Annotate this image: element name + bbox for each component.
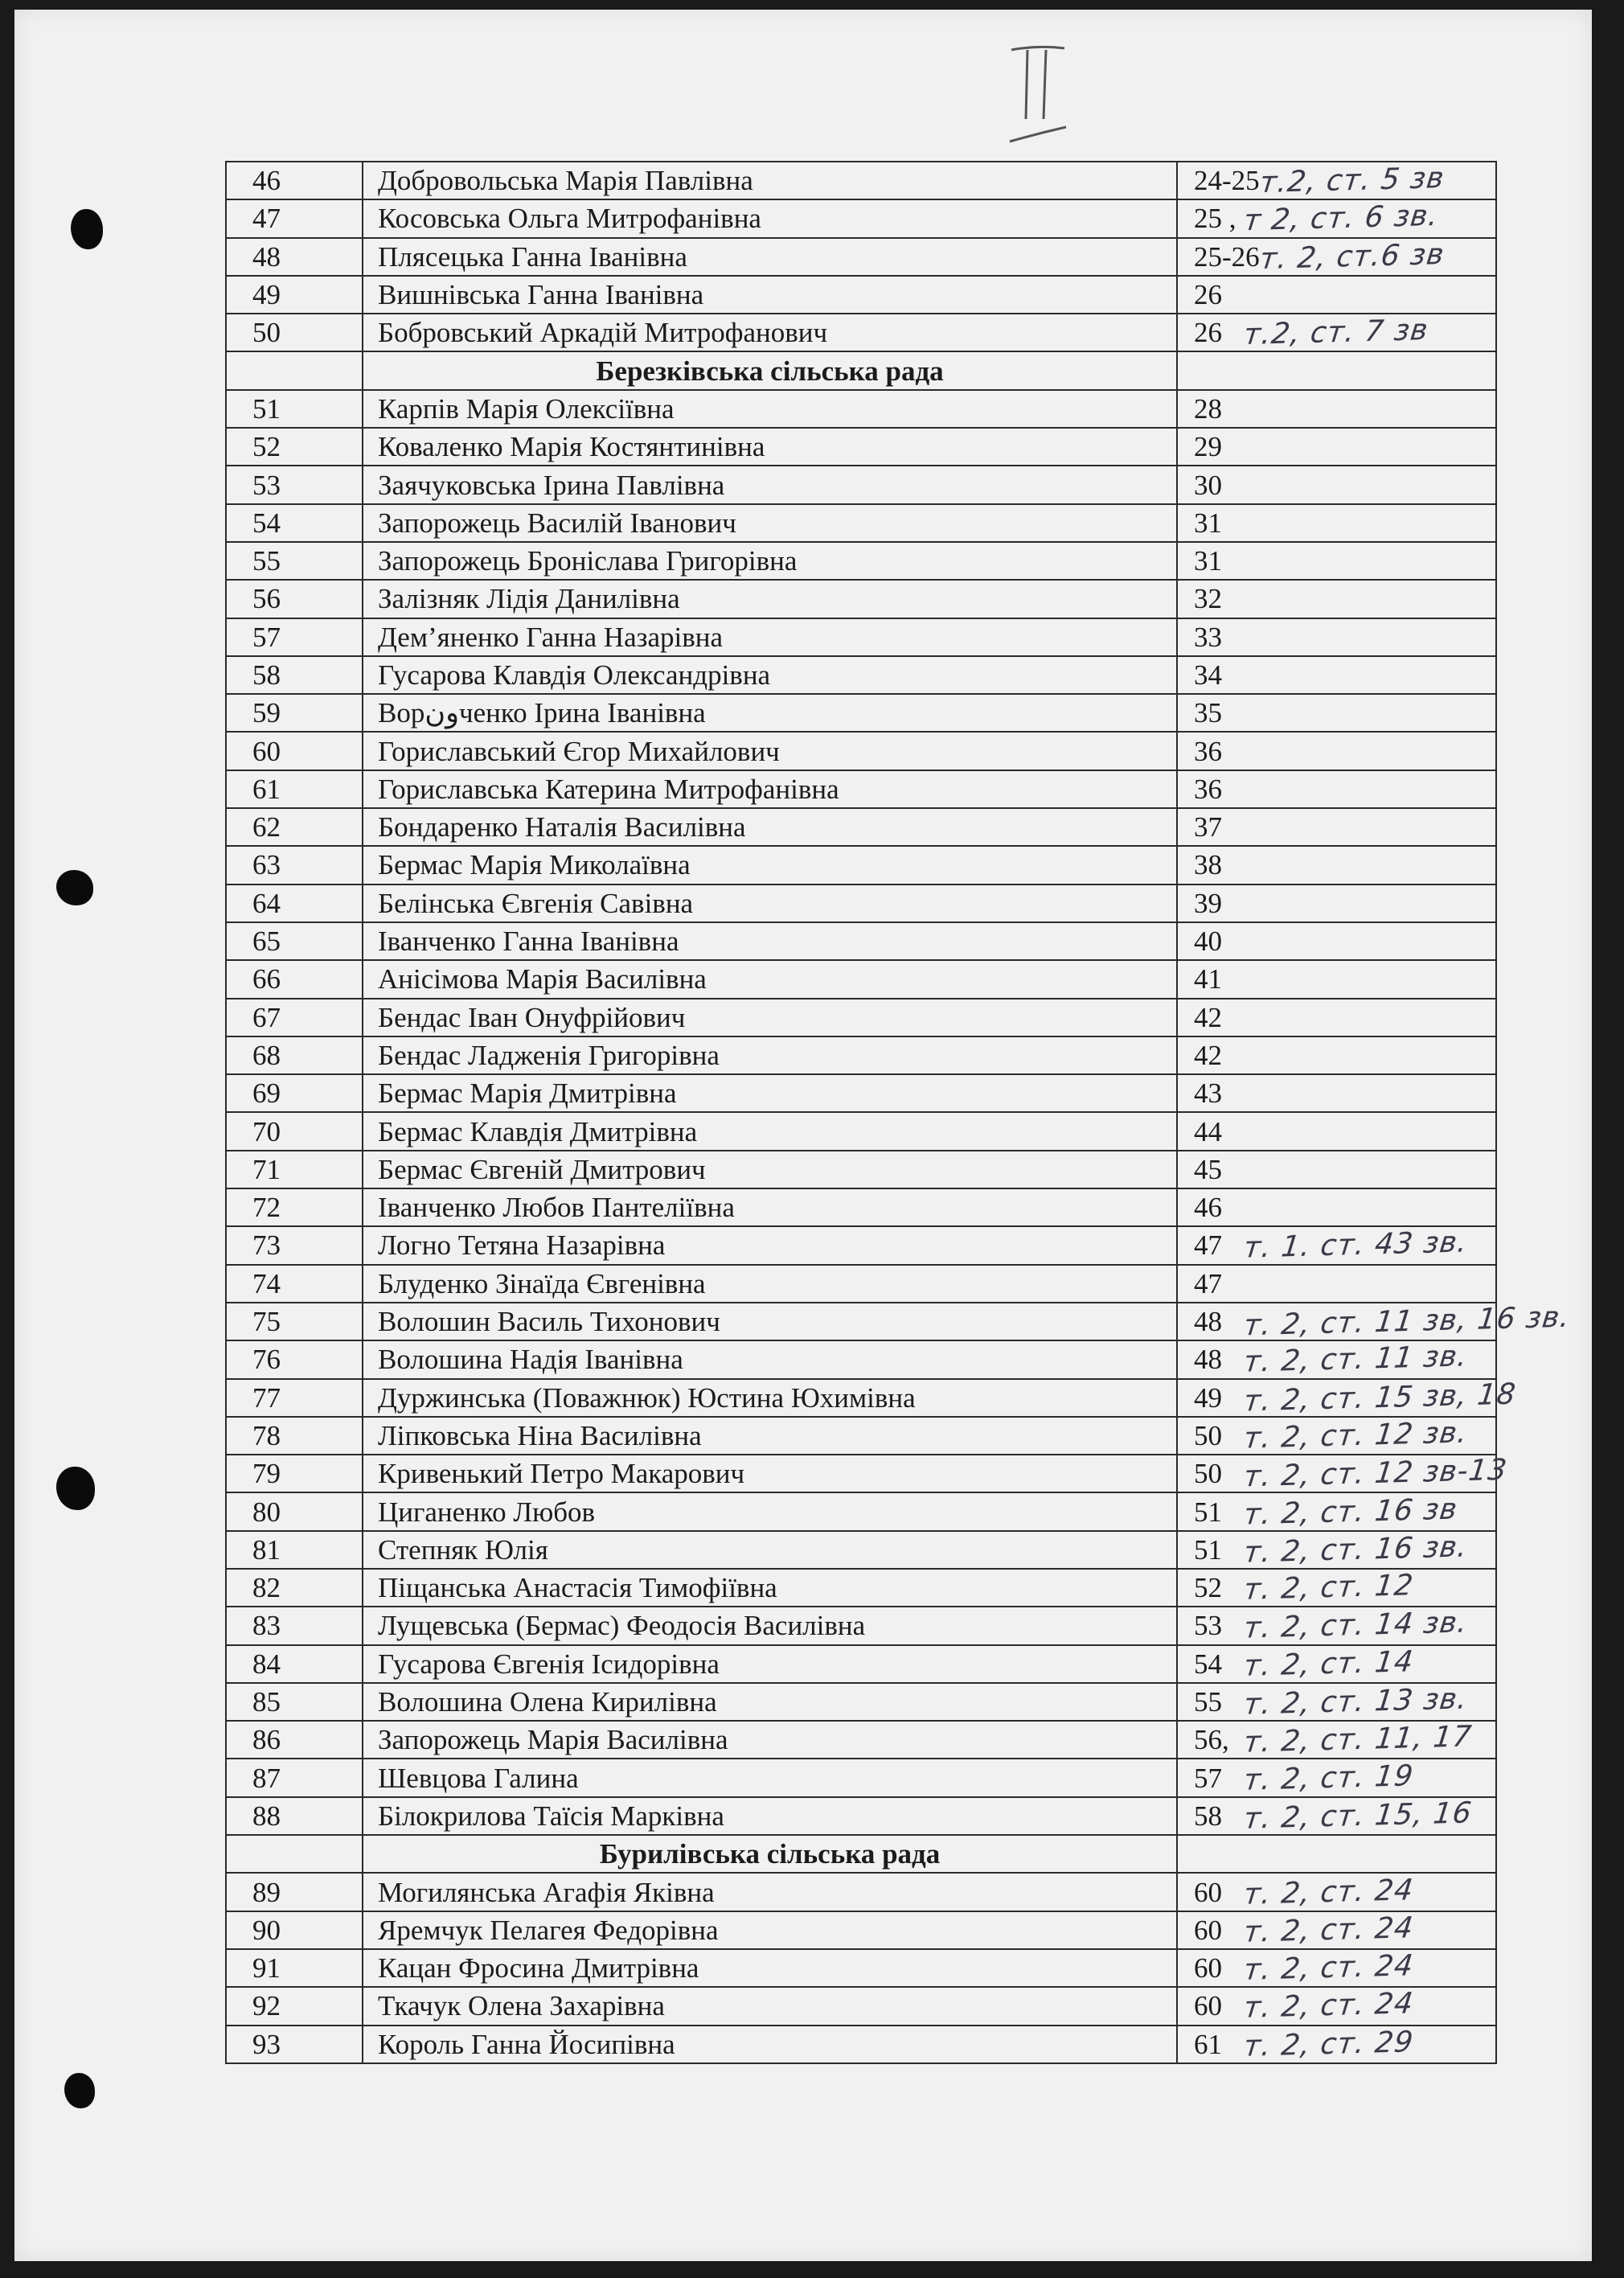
person-name: Запорожець Марія Василівна — [363, 1721, 1177, 1759]
table-row — [226, 542, 1496, 580]
person-name: Волошин Василь Тихонович — [363, 1303, 1177, 1340]
person-name: Бендас Ладженія Григорівна — [363, 1036, 1177, 1074]
handwritten-reference: т.2, ст. 5 зв — [1257, 162, 1446, 200]
page-number: 48 — [1194, 1344, 1222, 1376]
page-cell — [1177, 885, 1496, 922]
person-name: Кацан Фросина Дмитрівна — [363, 1949, 1177, 1987]
table-row — [226, 1911, 1496, 1949]
page-cell — [1177, 732, 1496, 770]
handwritten-reference: т. 2, ст. 12 зв. — [1241, 1416, 1470, 1455]
handwritten-reference: т. 2, ст. 12 зв-13 — [1241, 1453, 1510, 1494]
page-number: 28 — [1194, 392, 1222, 425]
entry-number: 83 — [226, 1607, 363, 1644]
handwritten-reference: т. 2, ст. 16 зв. — [1241, 1530, 1470, 1570]
section-title: Березківська сільська рада — [363, 351, 1177, 389]
person-name: Бобровський Аркадій Митрофанович — [363, 314, 1177, 351]
person-name: Гориславський Єгор Михайлович — [363, 732, 1177, 770]
page-number: 45 — [1194, 1153, 1222, 1185]
entry-number: 81 — [226, 1531, 363, 1569]
page-number: 32 — [1194, 583, 1222, 615]
page-cell — [1177, 1569, 1496, 1607]
person-name: Гусарова Клавдія Олександрівна — [363, 656, 1177, 694]
entry-number: 50 — [226, 314, 363, 351]
person-name: Дуржинська (Поважнюк) Юстина Юхимівна — [363, 1379, 1177, 1417]
page-cell — [1177, 466, 1496, 503]
handwritten-reference: т 2, ст. 6 зв. — [1241, 199, 1441, 238]
table-row — [226, 1265, 1496, 1303]
page-cell — [1177, 1340, 1496, 1378]
handwritten-reference: т. 2, ст. 11 зв, 16 зв. — [1241, 1300, 1573, 1343]
page-number: 33 — [1194, 621, 1222, 653]
page-number: 29 — [1194, 431, 1222, 463]
page-number: 25-26 — [1194, 240, 1260, 273]
page-number: 48 — [1194, 1306, 1222, 1338]
page-number: 61 — [1194, 2028, 1222, 2060]
table-row — [226, 1455, 1496, 1492]
entry-number: 64 — [226, 885, 363, 922]
entry-number: 47 — [226, 199, 363, 237]
page-cell — [1177, 960, 1496, 998]
entry-number: 69 — [226, 1074, 363, 1112]
page-number: 31 — [1194, 545, 1222, 577]
page-cell — [1177, 1492, 1496, 1530]
entry-number: 80 — [226, 1492, 363, 1530]
table-row — [226, 314, 1496, 351]
page-cell — [1177, 314, 1496, 351]
entry-number: 52 — [226, 428, 363, 466]
page-cell — [1177, 1151, 1496, 1188]
person-name: Могилянська Агафія Яківна — [363, 1873, 1177, 1911]
handwritten-reference: т. 2, ст.6 зв — [1257, 237, 1446, 276]
person-name: Волошина Олена Кирилівна — [363, 1683, 1177, 1721]
table-row — [226, 1188, 1496, 1226]
page-cell — [1177, 1453, 1510, 1494]
entry-number: 67 — [226, 999, 363, 1036]
handwritten-reference: т. 2, ст. 16 зв — [1241, 1492, 1460, 1532]
page-cell — [1177, 846, 1496, 884]
table-row — [226, 1112, 1496, 1150]
page-cell — [1177, 1417, 1496, 1455]
page-number: 31 — [1194, 507, 1222, 539]
entry-number: 49 — [226, 276, 363, 314]
entry-number: 62 — [226, 808, 363, 846]
table-row — [226, 1417, 1496, 1455]
person-name: Шевцова Галина — [363, 1759, 1177, 1796]
person-name: Бермас Марія Дмитрівна — [363, 1074, 1177, 1112]
person-name: Белінська Євгенія Савівна — [363, 885, 1177, 922]
punch-hole — [56, 870, 93, 905]
table-row — [226, 390, 1496, 428]
entry-number: 75 — [226, 1303, 363, 1340]
page-number: 57 — [1194, 1762, 1222, 1794]
page-cell — [1177, 1036, 1496, 1074]
page-number: 36 — [1194, 773, 1222, 805]
page-cell — [1177, 1987, 1496, 2025]
table-row — [226, 580, 1496, 618]
page-cell — [1177, 199, 1496, 237]
person-name: Бендас Іван Онуфрійович — [363, 999, 1177, 1036]
page-cell — [1177, 1645, 1496, 1683]
page-cell — [1177, 770, 1496, 808]
person-name: Бондаренко Наталія Василівна — [363, 808, 1177, 846]
person-name: Гориславська Катерина Митрофанівна — [363, 770, 1177, 808]
person-name: Лущевська (Бермас) Феодосія Василівна — [363, 1607, 1177, 1644]
entry-number: 46 — [226, 162, 363, 199]
person-name: Ліпковська Ніна Василівна — [363, 1417, 1177, 1455]
punch-hole — [71, 209, 103, 249]
entry-number: 88 — [226, 1797, 363, 1835]
table-row — [226, 1036, 1496, 1074]
page-cell — [1177, 1911, 1496, 1949]
page-number: 42 — [1194, 1001, 1222, 1033]
page-cell — [1177, 1074, 1496, 1112]
table-row — [226, 1759, 1496, 1796]
table-row — [226, 1645, 1496, 1683]
entry-number: 61 — [226, 770, 363, 808]
page-cell — [1177, 1300, 1573, 1343]
page-cell — [1177, 162, 1496, 199]
handwritten-reference: т. 2, ст. 11 зв. — [1241, 1340, 1470, 1380]
page-cell — [1177, 1949, 1496, 1987]
handwritten-reference: т. 2, ст. 14 — [1241, 1644, 1416, 1683]
person-name: Піщанська Анастасія Тимофіївна — [363, 1569, 1177, 1607]
entry-number: 55 — [226, 542, 363, 580]
entry-number: 82 — [226, 1569, 363, 1607]
entry-number: 89 — [226, 1873, 363, 1911]
table-row — [226, 504, 1496, 542]
page-number: 38 — [1194, 849, 1222, 881]
section-header-row — [226, 1835, 1496, 1873]
table-row — [226, 1151, 1496, 1188]
entry-number: 54 — [226, 504, 363, 542]
person-name: Гусарова Євгенія Ісидорівна — [363, 1645, 1177, 1683]
handwritten-reference: т. 2, ст. 24 — [1241, 1873, 1416, 1911]
handwritten-reference: т. 2, ст. 24 — [1241, 1949, 1416, 1987]
person-name: Яремчук Пелагея Федорівна — [363, 1911, 1177, 1949]
page-number: 55 — [1194, 1686, 1222, 1718]
entry-number: 76 — [226, 1340, 363, 1378]
handwritten-reference: т. 2, ст. 24 — [1241, 1987, 1416, 2026]
entry-number: 84 — [226, 1645, 363, 1683]
page-cell — [1177, 999, 1496, 1036]
page-cell — [1177, 1873, 1496, 1911]
page-cell — [1177, 428, 1496, 466]
page-number: 53 — [1194, 1610, 1222, 1642]
table-row — [226, 1987, 1496, 2025]
page-cell — [1177, 618, 1496, 656]
entry-number: 93 — [226, 2026, 363, 2063]
page-cell — [1177, 1377, 1518, 1418]
page-cell — [1177, 1226, 1496, 1264]
page-number: 41 — [1194, 963, 1222, 995]
page-number: 43 — [1194, 1077, 1222, 1110]
page-number: 25 , — [1194, 203, 1236, 235]
page-number: 50 — [1194, 1458, 1222, 1490]
entry-number: 59 — [226, 694, 363, 732]
page-number: 40 — [1194, 926, 1222, 958]
person-name: Бермас Марія Миколаївна — [363, 846, 1177, 884]
page-number: 24-25 — [1194, 165, 1260, 197]
register-table — [225, 161, 1573, 2064]
page-number: 34 — [1194, 659, 1222, 691]
entry-number: 79 — [226, 1455, 363, 1492]
table-row — [226, 808, 1496, 846]
page-cell — [1177, 1265, 1496, 1303]
entry-number: 77 — [226, 1379, 363, 1417]
page-cell — [1177, 504, 1496, 542]
table-row — [226, 238, 1496, 276]
page-cell — [1177, 1721, 1496, 1759]
entry-number: 56 — [226, 580, 363, 618]
page-number: 35 — [1194, 697, 1222, 729]
entry-number: 53 — [226, 466, 363, 503]
page-number: 44 — [1194, 1115, 1222, 1147]
page-cell — [1177, 276, 1496, 314]
entry-number: 86 — [226, 1721, 363, 1759]
entry-number: 48 — [226, 238, 363, 276]
person-name: Запорожець Броніслава Григорівна — [363, 542, 1177, 580]
page-number: 36 — [1194, 735, 1222, 767]
person-name: Косовська Ольга Митрофанівна — [363, 199, 1177, 237]
entry-number: 58 — [226, 656, 363, 694]
table-row — [226, 1569, 1496, 1607]
table-row — [226, 276, 1496, 314]
table-row — [226, 694, 1496, 732]
entry-number: 72 — [226, 1188, 363, 1226]
page-cell — [1177, 1188, 1496, 1226]
person-name: Дем’яненко Ганна Назарівна — [363, 618, 1177, 656]
entry-number: 66 — [226, 960, 363, 998]
page-cell — [1177, 1607, 1496, 1644]
table-row — [226, 199, 1496, 237]
table-row — [226, 1340, 1496, 1378]
page-number: 30 — [1194, 469, 1222, 501]
entry-number: 73 — [226, 1226, 363, 1264]
handwritten-reference: т. 2, ст. 13 зв. — [1241, 1682, 1470, 1722]
page-cell — [1177, 1759, 1496, 1796]
entry-number: 63 — [226, 846, 363, 884]
page-cell — [1177, 1112, 1496, 1150]
table-row — [226, 999, 1496, 1036]
person-name: Ворونченко Ірина Іванівна — [363, 694, 1177, 732]
table-row — [226, 1379, 1496, 1417]
page-number: 51 — [1194, 1496, 1222, 1528]
table-row — [226, 162, 1496, 199]
page-number: 26 — [1194, 279, 1222, 311]
page-number: 58 — [1194, 1800, 1222, 1832]
entry-number: 92 — [226, 1987, 363, 2025]
table-row — [226, 846, 1496, 884]
table-row — [226, 1074, 1496, 1112]
table-row — [226, 1949, 1496, 1987]
page-number: 54 — [1194, 1648, 1222, 1680]
person-name: Залізняк Лідія Данилівна — [363, 580, 1177, 618]
table-row — [226, 2026, 1496, 2063]
handwritten-reference: т. 1. ст. 43 зв. — [1241, 1225, 1470, 1266]
handwritten-reference: т.2, ст. 7 зв — [1241, 314, 1430, 352]
entry-number: 70 — [226, 1112, 363, 1150]
punch-hole — [56, 1467, 95, 1510]
section-num-cell — [226, 351, 363, 389]
person-name: Ткачук Олена Захарівна — [363, 1987, 1177, 2025]
table-row — [226, 960, 1496, 998]
page-number: 60 — [1194, 1952, 1222, 1985]
entry-number: 91 — [226, 1949, 363, 1987]
person-name: Кривенький Петро Макарович — [363, 1455, 1177, 1492]
page-cell — [1177, 694, 1496, 732]
person-name: Волошина Надія Іванівна — [363, 1340, 1177, 1378]
page-number: 47 — [1194, 1229, 1222, 1262]
handwritten-roman-numeral — [1002, 39, 1074, 151]
entry-number: 57 — [226, 618, 363, 656]
person-name: Король Ганна Йосипівна — [363, 2026, 1177, 2063]
page-cell — [1177, 2026, 1496, 2063]
table-row — [226, 770, 1496, 808]
page-number: 60 — [1194, 1914, 1222, 1946]
page-cell — [1177, 1797, 1496, 1835]
page-number: 60 — [1194, 1990, 1222, 2022]
entry-number: 68 — [226, 1036, 363, 1074]
page-cell — [1177, 580, 1496, 618]
page-number: 49 — [1194, 1381, 1222, 1414]
person-name: Карпів Марія Олексіївна — [363, 390, 1177, 428]
person-name: Анісімова Марія Василівна — [363, 960, 1177, 998]
page-number: 52 — [1194, 1572, 1222, 1604]
handwritten-reference: т. 2, ст. 19 — [1241, 1759, 1416, 1797]
table-row — [226, 1303, 1496, 1340]
person-name: Іванченко Ганна Іванівна — [363, 922, 1177, 960]
page-cell — [1177, 1683, 1496, 1721]
page-cell — [1177, 238, 1496, 276]
entry-number: 78 — [226, 1417, 363, 1455]
person-name: Заячуковська Ірина Павлівна — [363, 466, 1177, 503]
person-name: Блуденко Зінаїда Євгенівна — [363, 1265, 1177, 1303]
table-row — [226, 1873, 1496, 1911]
table-row — [226, 618, 1496, 656]
table-row — [226, 885, 1496, 922]
entry-number: 60 — [226, 732, 363, 770]
page-cell — [1177, 542, 1496, 580]
person-name: Вишнівська Ганна Іванівна — [363, 276, 1177, 314]
table-row — [226, 1226, 1496, 1264]
table-row — [226, 466, 1496, 503]
entry-number: 74 — [226, 1265, 363, 1303]
page-number: 39 — [1194, 887, 1222, 919]
handwritten-reference: т. 2, ст. 14 зв. — [1241, 1606, 1470, 1646]
table-row — [226, 1683, 1496, 1721]
page-cell — [1177, 656, 1496, 694]
punch-hole — [64, 2073, 95, 2108]
page-cell — [1177, 922, 1496, 960]
table-row — [226, 732, 1496, 770]
person-name: Степняк Юлія — [363, 1531, 1177, 1569]
person-name: Іванченко Любов Пантеліївна — [363, 1188, 1177, 1226]
table-row — [226, 1531, 1496, 1569]
page-number: 51 — [1194, 1533, 1222, 1566]
entry-number: 90 — [226, 1911, 363, 1949]
page-cell — [1177, 390, 1496, 428]
page-cell — [1177, 808, 1496, 846]
table-row — [226, 1721, 1496, 1759]
section-page-cell — [1177, 1835, 1496, 1873]
person-name: Бермас Клавдія Дмитрівна — [363, 1112, 1177, 1150]
entry-number: 65 — [226, 922, 363, 960]
person-name: Плясецька Ганна Іванівна — [363, 238, 1177, 276]
handwritten-reference: т. 2, ст. 12 — [1241, 1569, 1416, 1607]
page-number: 46 — [1194, 1192, 1222, 1224]
person-name: Запорожець Василій Іванович — [363, 504, 1177, 542]
page-number: 50 — [1194, 1419, 1222, 1451]
entry-number: 87 — [226, 1759, 363, 1796]
section-title: Бурилівська сільська рада — [363, 1835, 1177, 1873]
table-row — [226, 1797, 1496, 1835]
page-number: 47 — [1194, 1267, 1222, 1299]
table-row — [226, 428, 1496, 466]
page-number: 37 — [1194, 811, 1222, 843]
person-name: Білокрилова Таїсія Марківна — [363, 1797, 1177, 1835]
table-row — [226, 1492, 1496, 1530]
person-name: Циганенко Любов — [363, 1492, 1177, 1530]
table-row — [226, 1607, 1496, 1644]
handwritten-reference: т. 2, ст. 11, 17 — [1241, 1720, 1474, 1760]
entry-number: 85 — [226, 1683, 363, 1721]
section-page-cell — [1177, 351, 1496, 389]
handwritten-reference: т. 2, ст. 15 зв, 18 — [1241, 1377, 1518, 1418]
page-number: 60 — [1194, 1876, 1222, 1908]
page-number: 42 — [1194, 1039, 1222, 1071]
entry-number: 51 — [226, 390, 363, 428]
person-name: Бермас Євгеній Дмитрович — [363, 1151, 1177, 1188]
section-header-row — [226, 351, 1496, 389]
entry-number: 71 — [226, 1151, 363, 1188]
person-name: Коваленко Марія Костянтинівна — [363, 428, 1177, 466]
handwritten-reference: т. 2, ст. 29 — [1241, 2025, 1416, 2063]
table-row — [226, 922, 1496, 960]
person-name: Добровольська Марія Павлівна — [363, 162, 1177, 199]
handwritten-reference: т. 2, ст. 24 — [1241, 1911, 1416, 1949]
table-row — [226, 656, 1496, 694]
page-number: 56, — [1194, 1724, 1229, 1756]
page-cell — [1177, 1531, 1496, 1569]
page-number: 26 — [1194, 317, 1222, 349]
person-name: Логно Тетяна Назарівна — [363, 1226, 1177, 1264]
section-num-cell — [226, 1835, 363, 1873]
handwritten-reference: т. 2, ст. 15, 16 — [1241, 1796, 1474, 1836]
